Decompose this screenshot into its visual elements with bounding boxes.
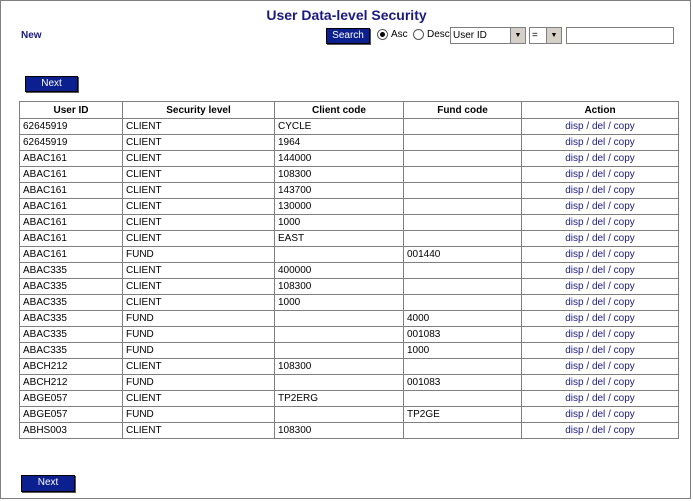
copy-link[interactable]: copy [613, 201, 635, 212]
separator: / [605, 361, 614, 372]
copy-link[interactable]: copy [613, 345, 635, 356]
separator: / [605, 297, 614, 308]
del-link[interactable]: del [591, 313, 606, 324]
header-client-code: Client code [275, 102, 404, 119]
chevron-down-icon[interactable]: ▼ [510, 28, 525, 43]
disp-link[interactable]: disp [565, 153, 584, 164]
separator: / [583, 201, 592, 212]
table-row [20, 391, 679, 407]
user-id-cell: 62645919 [20, 135, 123, 151]
desc-radio-group[interactable] [413, 29, 450, 40]
asc-label: Asc [391, 29, 408, 40]
user-id-cell: ABAC335 [20, 343, 123, 359]
action-cell [522, 279, 679, 295]
del-link[interactable]: del [591, 153, 606, 164]
security-level-cell: FUND [123, 407, 275, 423]
fund-code-cell [404, 183, 522, 199]
separator: / [583, 377, 592, 388]
next-button-bottom[interactable]: Next [21, 475, 75, 492]
security-level-cell: CLIENT [123, 295, 275, 311]
user-id-cell: ABAC161 [20, 167, 123, 183]
disp-link[interactable]: disp [565, 281, 584, 292]
table-row [20, 183, 679, 199]
desc-radio[interactable] [413, 29, 424, 40]
separator: / [583, 393, 592, 404]
fund-code-cell [404, 295, 522, 311]
client-code-cell: 400000 [275, 263, 404, 279]
client-code-cell: 144000 [275, 151, 404, 167]
separator: / [605, 169, 614, 180]
copy-link[interactable]: copy [613, 297, 635, 308]
copy-link[interactable]: copy [613, 313, 635, 324]
security-level-cell: CLIENT [123, 183, 275, 199]
client-code-cell [275, 327, 404, 343]
table-row [20, 231, 679, 247]
disp-link[interactable]: disp [565, 185, 584, 196]
user-id-cell: ABCH212 [20, 375, 123, 391]
copy-link[interactable]: copy [613, 185, 635, 196]
security-level-cell: CLIENT [123, 279, 275, 295]
disp-link[interactable]: disp [565, 265, 584, 276]
table-row [20, 247, 679, 263]
separator: / [583, 233, 592, 244]
separator: / [605, 137, 614, 148]
separator: / [583, 297, 592, 308]
disp-link[interactable]: disp [565, 313, 584, 324]
separator: / [583, 217, 592, 228]
table-row [20, 407, 679, 423]
copy-link[interactable]: copy [613, 361, 635, 372]
action-cell [522, 231, 679, 247]
security-level-cell: CLIENT [123, 167, 275, 183]
next-button-top[interactable]: Next [25, 76, 78, 92]
separator: / [583, 249, 592, 260]
fund-code-cell [404, 391, 522, 407]
separator: / [605, 153, 614, 164]
security-level-cell: CLIENT [123, 423, 275, 439]
action-cell [522, 343, 679, 359]
security-level-cell: FUND [123, 375, 275, 391]
action-cell [522, 359, 679, 375]
header-fund-code: Fund code [404, 102, 522, 119]
client-code-cell: TP2ERG [275, 391, 404, 407]
client-code-cell: 143700 [275, 183, 404, 199]
action-cell [522, 295, 679, 311]
del-link[interactable]: del [591, 201, 606, 212]
del-link[interactable]: del [591, 265, 606, 276]
separator: / [605, 185, 614, 196]
security-level-cell: CLIENT [123, 199, 275, 215]
table-row [20, 199, 679, 215]
table-row [20, 119, 679, 135]
separator: / [583, 185, 592, 196]
field-select-value: User ID [453, 30, 487, 41]
separator: / [583, 425, 592, 436]
disp-link[interactable]: disp [565, 329, 584, 340]
new-link[interactable]: New [21, 30, 42, 41]
fund-code-cell: TP2GE [404, 407, 522, 423]
user-id-cell: ABAC335 [20, 327, 123, 343]
field-select[interactable] [450, 27, 526, 44]
fund-code-cell [404, 215, 522, 231]
separator: / [605, 377, 614, 388]
security-level-cell: FUND [123, 247, 275, 263]
copy-link[interactable]: copy [613, 393, 635, 404]
fund-code-cell [404, 231, 522, 247]
separator: / [605, 201, 614, 212]
copy-link[interactable]: copy [613, 249, 635, 260]
action-cell [522, 327, 679, 343]
fund-code-cell [404, 119, 522, 135]
user-id-cell: ABGE057 [20, 407, 123, 423]
action-cell [522, 183, 679, 199]
client-code-cell [275, 311, 404, 327]
table-row [20, 311, 679, 327]
table-row [20, 279, 679, 295]
separator: / [583, 121, 592, 132]
user-id-cell: ABGE057 [20, 391, 123, 407]
desc-label: Desc [427, 29, 450, 40]
table-header-row [20, 102, 679, 119]
action-cell [522, 407, 679, 423]
table-row [20, 343, 679, 359]
operator-select-value: = [532, 30, 538, 41]
disp-link[interactable]: disp [565, 361, 584, 372]
user-id-cell: 62645919 [20, 119, 123, 135]
del-link[interactable]: del [591, 185, 606, 196]
del-link[interactable]: del [591, 345, 606, 356]
header-security-level: Security level [123, 102, 275, 119]
del-link[interactable]: del [591, 393, 606, 404]
action-cell [522, 215, 679, 231]
user-id-cell: ABHS003 [20, 423, 123, 439]
client-code-cell: 130000 [275, 199, 404, 215]
separator: / [605, 281, 614, 292]
separator: / [583, 265, 592, 276]
operator-select[interactable] [529, 27, 562, 44]
header-action: Action [522, 102, 679, 119]
client-code-cell: 108300 [275, 279, 404, 295]
del-link[interactable]: del [591, 377, 606, 388]
del-link[interactable]: del [591, 281, 606, 292]
security-level-cell: CLIENT [123, 391, 275, 407]
user-id-cell: ABAC335 [20, 295, 123, 311]
del-link[interactable]: del [591, 297, 606, 308]
table-row [20, 423, 679, 439]
separator: / [605, 265, 614, 276]
user-id-cell: ABAC161 [20, 199, 123, 215]
disp-link[interactable]: disp [565, 393, 584, 404]
separator: / [583, 361, 592, 372]
fund-code-cell [404, 199, 522, 215]
user-id-cell: ABAC161 [20, 231, 123, 247]
separator: / [605, 249, 614, 260]
disp-link[interactable]: disp [565, 409, 584, 420]
action-cell [522, 311, 679, 327]
security-level-cell: CLIENT [123, 359, 275, 375]
disp-link[interactable]: disp [565, 425, 584, 436]
action-cell [522, 135, 679, 151]
disp-link[interactable]: disp [565, 217, 584, 228]
action-cell [522, 423, 679, 439]
security-table [19, 101, 679, 439]
security-level-cell: CLIENT [123, 119, 275, 135]
table-row [20, 151, 679, 167]
action-cell [522, 151, 679, 167]
fund-code-cell [404, 359, 522, 375]
search-input[interactable] [566, 27, 674, 44]
user-id-cell: ABCH212 [20, 359, 123, 375]
fund-code-cell [404, 263, 522, 279]
search-button[interactable]: Search [326, 28, 370, 44]
separator: / [583, 313, 592, 324]
fund-code-cell: 001083 [404, 327, 522, 343]
table-row [20, 135, 679, 151]
separator: / [605, 409, 614, 420]
copy-link[interactable]: copy [613, 377, 635, 388]
separator: / [605, 121, 614, 132]
security-level-cell: CLIENT [123, 215, 275, 231]
fund-code-cell [404, 135, 522, 151]
separator: / [605, 393, 614, 404]
action-cell [522, 263, 679, 279]
fund-code-cell: 001083 [404, 375, 522, 391]
action-cell [522, 247, 679, 263]
copy-link[interactable]: copy [613, 137, 635, 148]
security-level-cell: FUND [123, 327, 275, 343]
copy-link[interactable]: copy [613, 169, 635, 180]
fund-code-cell [404, 279, 522, 295]
copy-link[interactable]: copy [613, 281, 635, 292]
table-row [20, 359, 679, 375]
client-code-cell [275, 247, 404, 263]
separator: / [605, 329, 614, 340]
copy-link[interactable]: copy [613, 409, 635, 420]
fund-code-cell: 4000 [404, 311, 522, 327]
disp-link[interactable]: disp [565, 297, 584, 308]
client-code-cell: 1000 [275, 295, 404, 311]
client-code-cell: CYCLE [275, 119, 404, 135]
security-level-cell: CLIENT [123, 151, 275, 167]
security-level-cell: FUND [123, 343, 275, 359]
disp-link[interactable]: disp [565, 249, 584, 260]
client-code-cell [275, 407, 404, 423]
security-level-cell: CLIENT [123, 231, 275, 247]
security-level-cell: CLIENT [123, 263, 275, 279]
fund-code-cell: 001440 [404, 247, 522, 263]
client-code-cell [275, 375, 404, 391]
asc-radio[interactable] [377, 29, 388, 40]
table-row [20, 327, 679, 343]
copy-link[interactable]: copy [613, 233, 635, 244]
client-code-cell: 108300 [275, 359, 404, 375]
table-row [20, 263, 679, 279]
asc-radio-group[interactable] [377, 29, 408, 40]
client-code-cell: EAST [275, 231, 404, 247]
action-cell [522, 199, 679, 215]
chevron-down-icon[interactable]: ▼ [546, 28, 561, 43]
separator: / [583, 281, 592, 292]
disp-link[interactable]: disp [565, 201, 584, 212]
disp-link[interactable]: disp [565, 137, 584, 148]
security-level-cell: FUND [123, 311, 275, 327]
client-code-cell: 1000 [275, 215, 404, 231]
del-link[interactable]: del [591, 169, 606, 180]
table-row [20, 215, 679, 231]
page-title: User Data-level Security [266, 7, 427, 23]
user-id-cell: ABAC161 [20, 151, 123, 167]
copy-link[interactable]: copy [613, 121, 635, 132]
separator: / [605, 233, 614, 244]
client-code-cell: 108300 [275, 167, 404, 183]
security-level-cell: CLIENT [123, 135, 275, 151]
user-id-cell: ABAC335 [20, 263, 123, 279]
del-link[interactable]: del [591, 409, 606, 420]
copy-link[interactable]: copy [613, 265, 635, 276]
user-id-cell: ABAC161 [20, 247, 123, 263]
client-code-cell: 108300 [275, 423, 404, 439]
disp-link[interactable]: disp [565, 377, 584, 388]
user-id-cell: ABAC161 [20, 183, 123, 199]
separator: / [605, 345, 614, 356]
separator: / [605, 217, 614, 228]
separator: / [583, 409, 592, 420]
disp-link[interactable]: disp [565, 121, 584, 132]
action-cell [522, 167, 679, 183]
user-id-cell: ABAC161 [20, 215, 123, 231]
action-cell [522, 375, 679, 391]
del-link[interactable]: del [591, 121, 606, 132]
action-cell [522, 391, 679, 407]
copy-link[interactable]: copy [613, 329, 635, 340]
del-link[interactable]: del [591, 361, 606, 372]
del-link[interactable]: del [591, 249, 606, 260]
action-cell [522, 119, 679, 135]
table-row [20, 167, 679, 183]
del-link[interactable]: del [591, 233, 606, 244]
user-id-cell: ABAC335 [20, 311, 123, 327]
fund-code-cell [404, 423, 522, 439]
copy-link[interactable]: copy [613, 217, 635, 228]
disp-link[interactable]: disp [565, 233, 584, 244]
del-link[interactable]: del [591, 217, 606, 228]
client-code-cell: 1964 [275, 135, 404, 151]
copy-link[interactable]: copy [613, 425, 635, 436]
del-link[interactable]: del [591, 425, 606, 436]
disp-link[interactable]: disp [565, 169, 584, 180]
del-link[interactable]: del [591, 137, 606, 148]
fund-code-cell: 1000 [404, 343, 522, 359]
user-id-cell: ABAC335 [20, 279, 123, 295]
separator: / [605, 425, 614, 436]
disp-link[interactable]: disp [565, 345, 584, 356]
client-code-cell [275, 343, 404, 359]
separator: / [605, 313, 614, 324]
separator: / [583, 137, 592, 148]
separator: / [583, 345, 592, 356]
table-row [20, 295, 679, 311]
copy-link[interactable]: copy [613, 153, 635, 164]
fund-code-cell [404, 167, 522, 183]
header-user-id: User ID [20, 102, 123, 119]
fund-code-cell [404, 151, 522, 167]
separator: / [583, 169, 592, 180]
del-link[interactable]: del [591, 329, 606, 340]
separator: / [583, 329, 592, 340]
separator: / [583, 153, 592, 164]
table-row [20, 375, 679, 391]
